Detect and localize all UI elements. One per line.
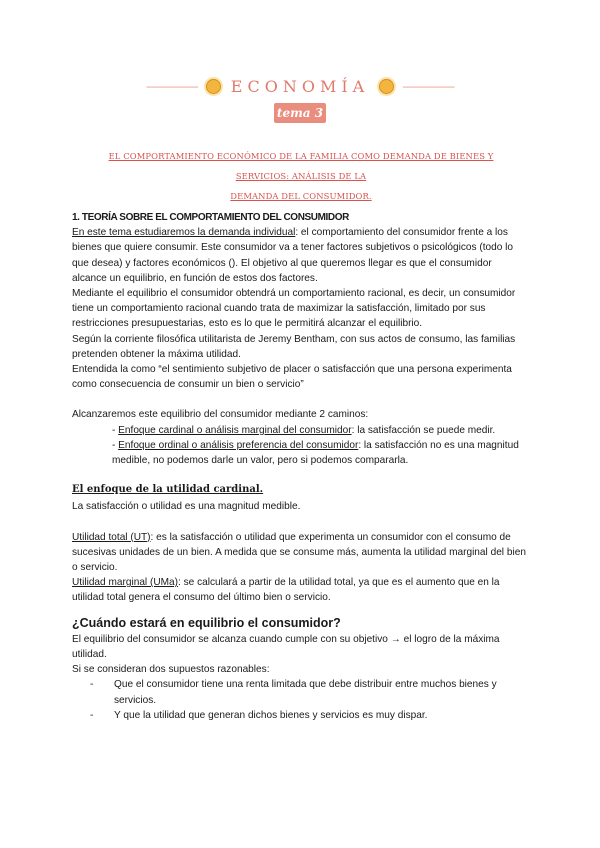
spacer [72,468,528,476]
paragraph: La satisfacción o utilidad es una magnitud medible. [72,501,301,513]
paragraph [72,575,528,605]
decorative-dashes-left: ------------------- [145,80,198,93]
paragraph [72,530,528,576]
section-heading: El enfoque de la utilidad cardinal. [72,484,264,496]
list-item [72,708,528,723]
paragraph: El equilibrio del consumidor se alcanza cuando cumple con su objetivo → el logro de la máxima utilidad. [72,633,500,661]
paragraph-text: : el comportamiento del consumidor frente a los bienes que quiere consumir. Este consumidor va a tener factores subjetivos o psicológicos (todo lo que desea) y factores económicos (). El objetivo al que queremos llegar es que el consumidor alcance un equilibrio, en función de estos dos factores. [72,227,513,284]
list-item [72,423,528,438]
paragraph: Entendida la como “el sentimiento subjetivo de placer o satisfacción que una persona experimenta como consecuencia de consumir un bien o servicio” [72,364,512,391]
underlined-text: Enfoque ordinal o análisis preferencia del consumidor [118,439,359,451]
list-item-text: : la satisfacción no es una magnitud medible, no podemos darle un valor, pero si podemos compararla. [112,439,519,467]
spacer [72,606,528,610]
paragraph-text: : se calculará a partir de la utilidad total, ya que es el aumento que en la utilidad total genera el consumo del último bien o servicio. [72,577,500,604]
paragraph: Mediante el equilibrio el consumidor obtendrá un comportamiento racional, es decir, un consumidor tiene un comportamiento racional cuando trata de maximizar la satisfacción, limitado por sus restricciones presupuestarias, esto es lo que le permitirá alcanzar el equilibrio. [72,288,516,330]
list-item [72,677,528,707]
section-heading: ¿Cuándo estará en equilibrio el consumidor? [72,615,341,630]
paragraph-text: : es la satisfacción o utilidad que experimenta un consumidor con el consumo de sucesivas unidades de un bien. A medida que se consume más, aumenta la utilidad marginal del bien o servicio. [72,531,526,574]
underlined-text: En este tema estudiaremos la demanda individual [72,227,296,239]
topic-badge: tema 3 . [274,103,326,123]
document-body [72,210,528,723]
underlined-text: Enfoque cardinal o análisis marginal del consumidor [118,424,352,436]
term-label: Utilidad marginal (UMa) [72,577,179,589]
list-item-dash: - [112,439,119,451]
sun-icon [206,79,221,94]
list-item-text: Y que la utilidad que generan dichos bienes y servicios es muy dispar. [114,709,428,721]
section-heading: 1. TEORÍA SOBRE EL COMPORTAMIENTO DEL CONSUMIDOR [72,212,349,223]
subject-title: ECONOMÍA [230,77,370,96]
bullet-dash: - [90,679,94,691]
topic-subtitle [86,146,516,206]
subtitle-line-1: EL COMPORTAMIENTO ECONÓMICO DE LA FAMILIA COMO DEMANDA DE BIENES Y SERVICIOS: ANÁLISIS DE LA [108,151,494,181]
paragraph: Si se consideran dos supuestos razonables: [72,664,270,676]
document-header [0,76,600,96]
spacer [72,515,528,530]
paragraph [72,225,528,286]
bullet-dash: - [90,709,94,721]
list-item [72,438,528,468]
paragraph: Según la corriente filosófica utilitarista de Jeremy Bentham, con sus actos de consumo, las familias pretenden obtener la máxima utilidad. [72,333,516,360]
list-item-text: : la satisfacción se puede medir. [351,424,496,436]
subtitle-line-2: DEMANDA DEL CONSUMIDOR. [230,191,372,201]
spacer [72,392,528,407]
sun-icon [379,79,394,94]
list-item-text: Que el consumidor tiene una renta limitada que debe distribuir entre muchos bienes y servicios. [114,679,497,706]
decorative-dashes-right: ------------------- [402,80,455,93]
term-label: Utilidad total (UT) [72,531,151,543]
paragraph: Alcanzaremos este equilibrio del consumidor mediante 2 caminos: [72,409,369,421]
list-item-dash: - [112,424,119,436]
